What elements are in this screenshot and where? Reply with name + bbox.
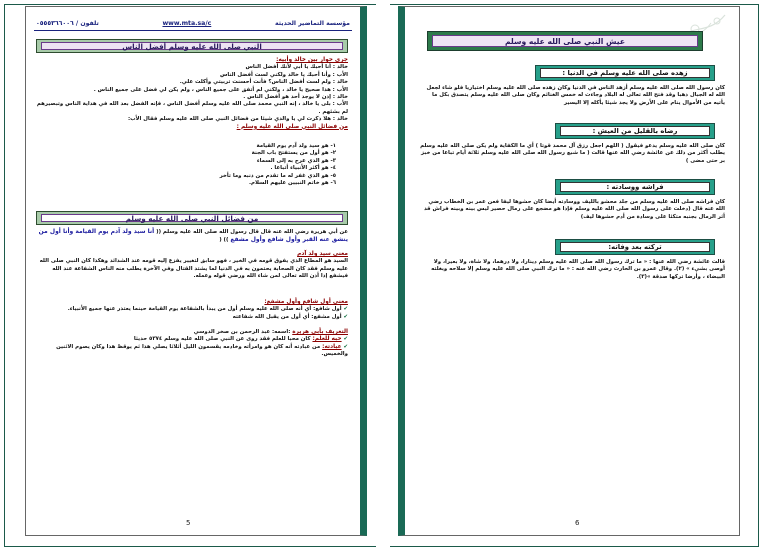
narrator-text: :اسمه: عبد الرحمن بن صخر الدوسي: [193, 329, 291, 335]
section-band: [555, 239, 715, 255]
org-name: مؤسسة التماضير الحديثة: [274, 20, 350, 27]
hadith-block: [36, 228, 348, 245]
meaning-heading-2: معنى أول شافع وأول مشفع:: [264, 299, 348, 305]
dialogue-heading: جرى حوار بين خالد وأبيه:: [276, 57, 348, 63]
list-item: ٣- هو الذي عرج به إلى السماء: [256, 157, 336, 164]
list-item: ٢- هو أول من يستفتح باب الجنة: [251, 150, 336, 157]
page-header-strip: [34, 17, 352, 31]
dialogue-line: الأب : وأنا أحبك يا خالد ولكني لست أفضل الناس: [219, 71, 348, 78]
section-band: [555, 179, 715, 195]
love-text: كان محبا للعلم فقد روى عن النبي صلى الله عليه وسلم ٥٣٧٤ حديثا: [133, 336, 311, 343]
dialogue-line: الأب : هذا صحيح يا خالد ، ولكني لم أتفق على جميع الناس ، ولم يكن لي فضل على جميع الناس .: [93, 86, 348, 93]
page-number: 6: [575, 519, 580, 527]
page-number: 5: [186, 519, 191, 527]
virtues-band-text: من فضائل النبي صلى الله عليه وسلم: [41, 214, 343, 222]
meaning-heading-1: معنى سيد ولد آدم: [297, 251, 348, 257]
hadith-intro: عن أبي هريرة رضي الله عنه قال قال رسول الله صلى الله عليه وسلم ((: [156, 229, 348, 235]
section-heading: تركته بعد وفاته:: [560, 242, 710, 252]
narrator-heading: التعريف بأبي هريرة: [292, 329, 348, 335]
section-text: كان صلى الله عليه وسلم يدعو فيقول ( اللهم اجعل رزق آل محمد قوتا ) أي ما الكفاية ولم يكن صلى الله عليه وسلم يطلب أكثر من ذلك عن عائشة رضي الله عنها قالت ( ما شبع رسول الله صلى الله عليه وسلم ثلاثة أيام تباعا من خبز بر حتى مضى ): [420, 143, 725, 164]
left-page: [25, 6, 367, 536]
narrator-block: [36, 329, 348, 359]
section-band: [555, 123, 715, 139]
section-text: قالت عائشة رضي الله عنها : « ما ترك رسول الله صلى الله عليه وسلم دينارا، ولا درهما، ولا شاة، ولا بعيرا، ولا أوصى بشيء » (٢). وقال عمرو بن الحارث رضي الله عنه : « ما ترك النبي صلى الله عليه وسلم إلا سلاحه وبغلته البيضاء ، وأرضا تركها صدقة »(٣).: [431, 259, 725, 280]
section-text: كان فراشه صلى الله عليه وسلم من جلد محشو بالليف ووسادته أيضا كان حشوها ليفا فعن عمر بن الخطاب رضي الله عنه قال (دخلت على رسول الله صلى الله عليه وسلم فإذا هو مضجع على رمال حصير ليس بينه وبينه فراش قد أثر الرمال بجنبه متكئا على وسادة من أدم حشوها ليف): [423, 199, 725, 220]
right-page: [398, 6, 740, 536]
dialogue-line: خالد : هلا ذكرت لي يا والدي شيئا من فضائل النبي صلى الله عليه وسلم فقال الأب:: [127, 116, 348, 123]
meaning-block-1: [36, 251, 348, 281]
list-item: ✔ أول مشفع: أي أول من يقبل الله شفاعته: [36, 314, 348, 321]
meaning-block-2: [36, 299, 348, 321]
title-band: [36, 39, 348, 53]
phone-number: تلفون / ٠٥٥٥٣٦٦٠٠٦: [36, 20, 99, 27]
meaning-text-1: السيد هو المطاع الذي يفوق قومه في الخير ، فهو سابق لتغيير يفزع إليه قومه عند الشدائد وهكذا كان النبي صلى الله عليه وسلم فقد كان الصحابة يحتمون به في الدنيا لما يشتد القتال وفي الآخرة يطلب منه الناس الشفاعة عند الله فيشفع إذا أذن الله تعالى لمن شاء الله ورضي قوله وعمله.: [39, 258, 348, 280]
dialogue-block: [36, 57, 348, 131]
virtues-list: [176, 143, 336, 187]
section-band: [535, 65, 715, 81]
virtues-band: [36, 211, 348, 225]
right-title: عيش النبي صلى الله عليه وسلم: [432, 35, 698, 47]
section-text: كان رسول الله صلى الله عليه وسلم أزهد الناس في الدنيا وكان زهده صلى الله عليه وسلم اختياريا فلو شاء لجعل الله له الجبال ذهبا وقد فتح الله تعالى له البلاد وجاءت له خمس الغنائم وكان صلى الله عليه وسلم يتصدق بكل ما يأتيه من الأموال ينام على الأرض ولا يجد شيئا يأكله إلا اليسير: [426, 85, 725, 106]
gutter: [376, 4, 390, 547]
virtues-heading: من فضائل النبي صلى الله عليه وسلم :: [236, 123, 348, 130]
dialogue-line: خالد : إذن لا يوجد أحد هو أفضل الناس .: [243, 94, 348, 101]
dialogue-line: الأب : بلى يا خالد ، إنه النبي محمد صلى الله عليه وسلم أفضل الناس ، فإنه الفضل بعد الله في هداية الناس وتبصيرهم لم بشئهم .: [36, 101, 348, 115]
section-heading: زهده صلى الله عليه وسلم في الدنيا :: [540, 68, 710, 78]
dialogue-line: خالد : ولم لست أفضل الناس؟ فأنت أحسنت تربيتي وأكلت علي.: [179, 79, 348, 86]
list-item: ٤- هو أكثر الأنبياء أتباعا .: [270, 165, 336, 172]
list-item: ١- هو سيد ولد آدم يوم القيامة: [256, 143, 336, 149]
hadith-text: أنا سيد ولد آدم يوم القيامة وأنا أول من ينشق عنه القبر وأول شافع وأول مشفع: [38, 228, 348, 244]
hadith-close: )) (: [219, 237, 229, 244]
list-item: ✔ أول شافع: أي أنه صلى الله عليه وسلم أول من يبدأ بالشفاعة يوم القيامة حينما يعتذر عنها جميع الأنبياء.: [36, 306, 348, 313]
love-heading: حبه للعلم:: [312, 336, 342, 343]
list-item: ٦- هو خاتم النبيين عليهم السلام.: [248, 180, 336, 187]
site-link[interactable]: www.mta.sa/c: [162, 20, 212, 27]
title-band-text: النبي صلى الله عليه وسلم أفضل الناس: [41, 42, 343, 50]
dialogue-line: خالد : أنا أحبك يا أبي لأنك أفضل الناس: [245, 64, 348, 71]
right-title-band: [427, 31, 703, 51]
section-heading: فراشه ووسادته :: [560, 182, 710, 192]
worship-heading: عبادته:: [322, 343, 342, 350]
list-item: ٥- هو الذي غفر له ما تقدم من ذنبه وما تأخر: [219, 172, 336, 179]
section-heading: رضاه بالقليل من العيش :: [560, 126, 710, 136]
worship-text: من عبادته أنه كان هو وامرأته وخادمه يقسمون الليل أثلاثا يصلي هذا ثم يوقظ هذا وكان يصوم الاثنين والخميس.: [56, 343, 348, 358]
